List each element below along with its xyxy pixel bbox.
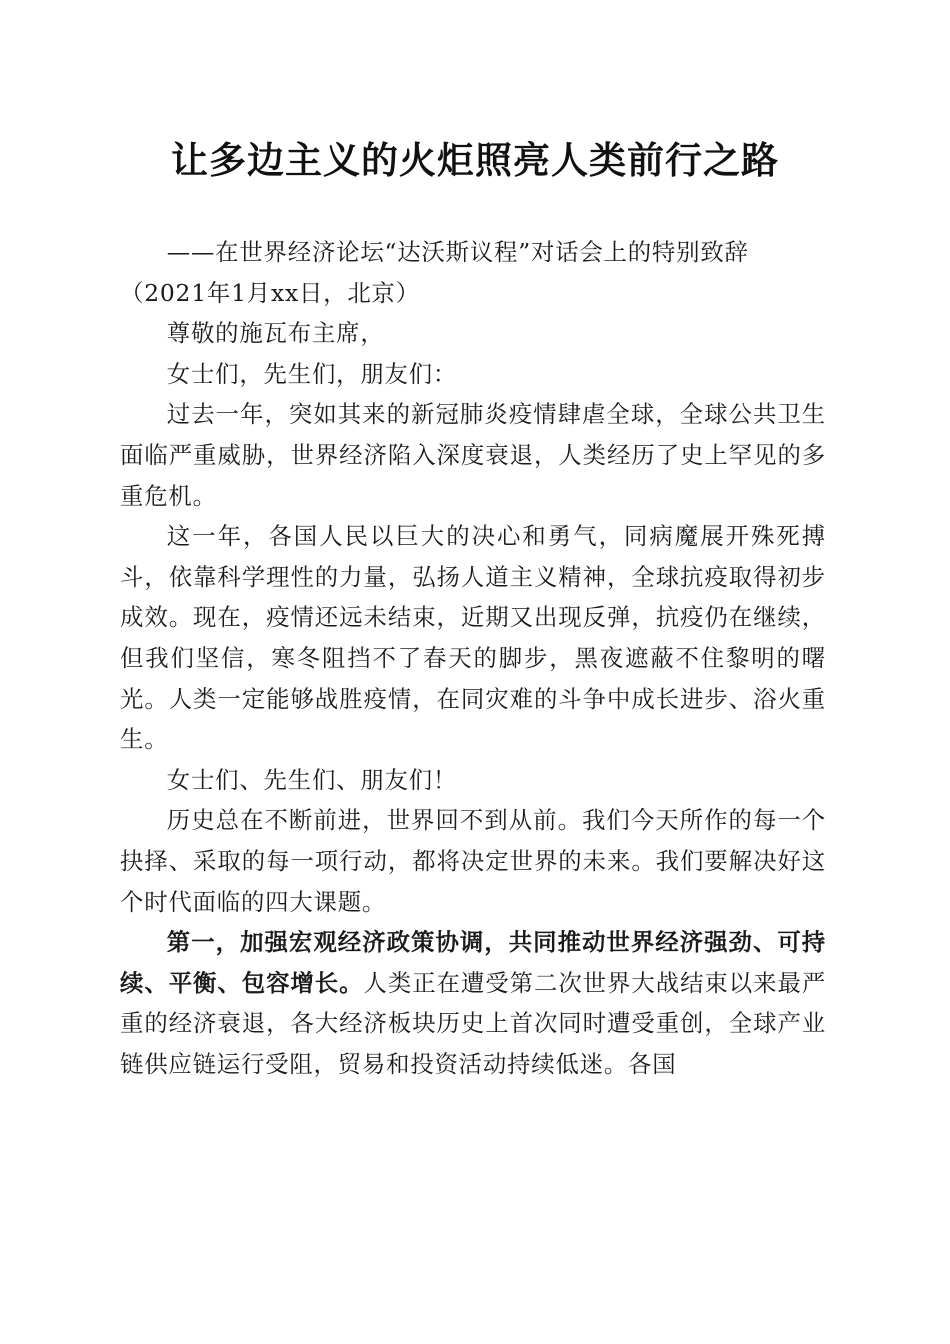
- paragraph-fight-against-virus: 这一年，各国人民以巨大的决心和勇气，同病魔展开殊死搏斗，依靠科学理性的力量，弘扬人道主义精神，全球抗疫取得初步成效。现在，疫情还远未结束，近期又出现反弹，抗疫仍在继续，但我们坚信，寒冬阻挡不了春天的脚步，黑夜遮蔽不住黎明的曙光。人类一定能够战胜疫情，在同灾难的斗争中成长进步、浴火重生。: [120, 522, 826, 754]
- document-dateline: （2021年1月xx日，北京）: [120, 278, 420, 307]
- first-task-text: 人类正在遭受第二次世界大战结束以来最严重的经济衰退，各大经济板块历史上首次同时遭受重创，全球产业链供应链运行受阻，贸易和投资活动持续低迷。各国: [120, 968, 827, 1078]
- paragraph-four-tasks: 历史总在不断前进，世界回不到从前。我们今天所作的每一个抉择、采取的每一项行动，都将决定世界的未来。我们要解决好这个时代面临的四大课题。: [120, 806, 826, 916]
- salutation-chairman: 尊敬的施瓦布主席，: [166, 319, 385, 348]
- salutation-audience: 女士们，先生们，朋友们：: [166, 359, 458, 388]
- paragraph-pandemic-crisis: 过去一年，突如其来的新冠肺炎疫情肆虐全球，全球公共卫生面临严重威胁，世界经济陷入深度衰退，人类经历了史上罕见的多重危机。: [120, 400, 826, 510]
- document-subtitle: ——在世界经济论坛“达沃斯议程”对话会上的特别致辞: [166, 238, 749, 266]
- first-task-heading: 第一，加强宏观经济政策协调，共同推动世界经济强劲、可持续、平衡、包容增长。: [120, 928, 826, 997]
- salutation-audience-repeat: 女士们、先生们、朋友们！: [166, 765, 458, 794]
- document-title: 让多边主义的火炬照亮人类前行之路: [171, 138, 779, 182]
- document-body: [120, 232, 826, 1084]
- paragraph-first-task: [120, 922, 826, 1084]
